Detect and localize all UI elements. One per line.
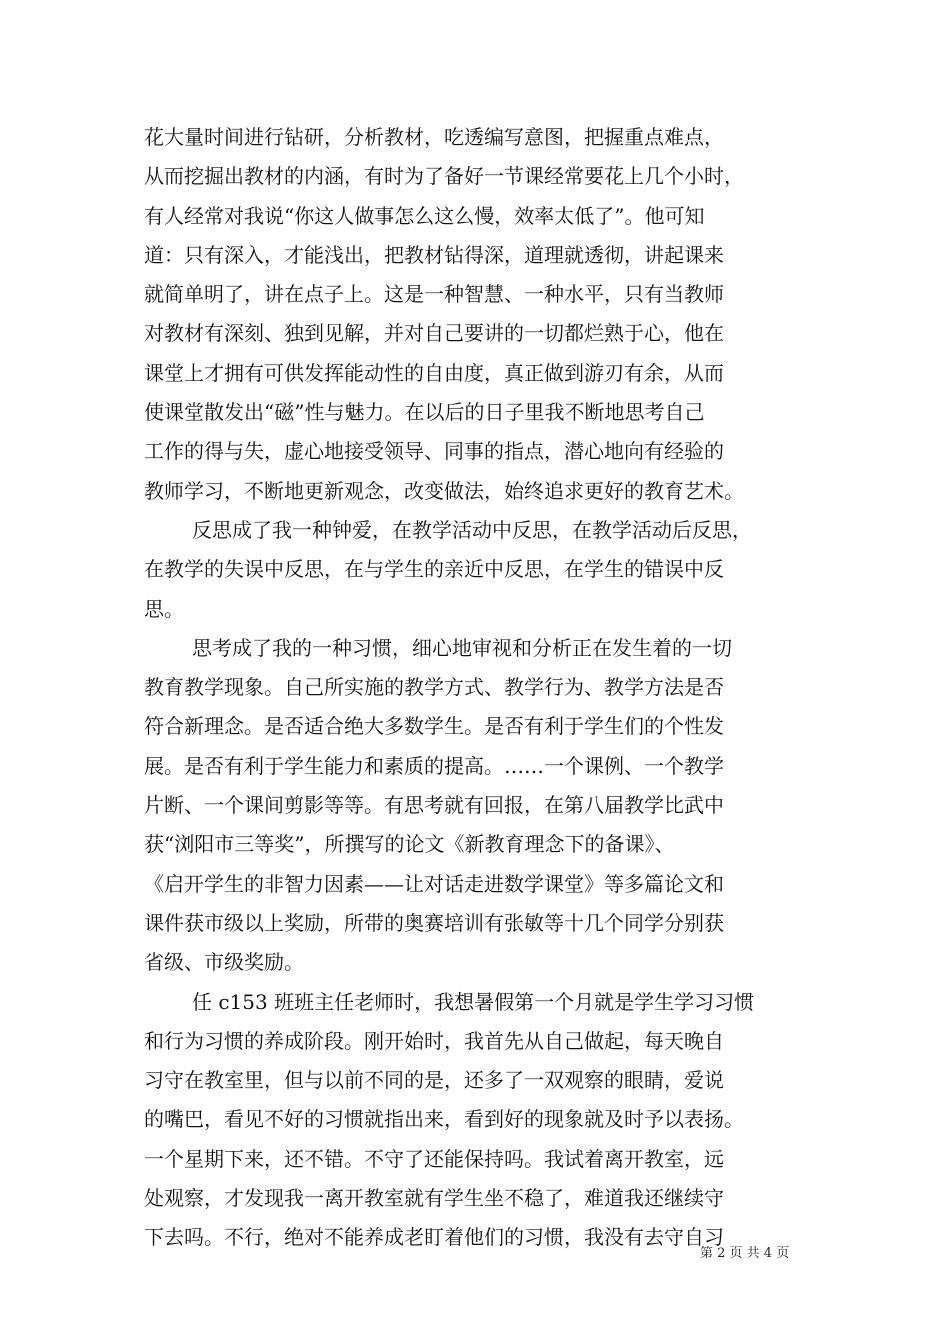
text-line: 教育教学现象。自己所实施的教学方式、教学行为、教学方法是否 xyxy=(144,675,724,700)
text-line: 展。是否有利于学生能力和素质的提高。……一个课例、一个教学 xyxy=(144,753,724,778)
text-line: 习守在教室里，但与以前不同的是，还多了一双观察的眼睛，爱说 xyxy=(144,1068,724,1093)
paragraph-first-line: 任 c153 班班主任老师时，我想暑假第一个月就是学生学习习惯 xyxy=(192,989,755,1014)
text-line: 课堂上才拥有可供发挥能动性的自由度，真正做到游刃有余，从而 xyxy=(144,360,724,385)
text-line: 的嘴巴，看见不好的习惯就指出来，看到好的现象就及时予以表扬。 xyxy=(144,1107,744,1132)
text-line: 有人经常对我说“你这人做事怎么这么慢，效率太低了”。他可知 xyxy=(144,203,705,228)
text-line: 思。 xyxy=(144,596,184,621)
paragraph-first-line: 反思成了我一种钟爱，在教学活动中反思，在教学活动后反思， xyxy=(192,517,752,542)
text-line: 下去吗。不行，绝对不能养成老盯着他们的习惯，我没有去守自习 xyxy=(144,1225,724,1250)
text-line: 省级、市级奖励。 xyxy=(144,950,304,975)
text-line: 课件获市级以上奖励，所带的奥赛培训有张敏等十几个同学分别获 xyxy=(144,910,724,935)
page-number: 第 2 页 共 4 页 xyxy=(700,1246,790,1261)
text-line: 符合新理念。是否适合绝大多数学生。是否有利于学生们的个性发 xyxy=(144,714,724,739)
text-line: 就简单明了，讲在点子上。这是一种智慧、一种水平，只有当教师 xyxy=(144,282,724,307)
text-line: 教师学习，不断地更新观念，改变做法，始终追求更好的教育艺术。 xyxy=(144,478,744,503)
text-line: 和行为习惯的养成阶段。刚开始时，我首先从自己做起，每天晚自 xyxy=(144,1028,724,1053)
text-line: 《启开学生的非智力因素——让对话走进数学课堂》等多篇论文和 xyxy=(144,871,724,896)
text-line: 道：只有深入，才能浅出，把教材钻得深，道理就透彻，讲起课来 xyxy=(144,242,724,267)
text-line: 花大量时间进行钻研，分析教材，吃透编写意图，把握重点难点， xyxy=(144,125,724,149)
paragraph-first-line: 思考成了我的一种习惯，细心地审视和分析正在发生着的一切 xyxy=(192,635,732,660)
text-line: 片断、一个课间剪影等等。有思考就有回报，在第八届教学比武中 xyxy=(144,793,724,818)
text-line: 处观察，才发现我一离开教室就有学生坐不稳了，难道我还继续守 xyxy=(144,1186,724,1211)
text-line: 一个星期下来，还不错。不守了还能保持吗。我试着离开教室，远 xyxy=(144,1146,724,1171)
text-line: 获“浏阳市三等奖”，所撰写的论文《新教育理念下的备课》、 xyxy=(144,832,675,857)
body-text xyxy=(144,118,824,1258)
text-line: 对教材有深刻、独到见解，并对自己要讲的一切都烂熟于心，他在 xyxy=(144,321,724,346)
text-line: 从而挖掘出教材的内涵，有时为了备好一节课经常要花上几个小时， xyxy=(144,164,744,189)
text-line: 工作的得与失，虚心地接受领导、同事的指点，潜心地向有经验的 xyxy=(144,439,724,464)
text-line: 在教学的失误中反思，在与学生的亲近中反思，在学生的错误中反 xyxy=(144,557,724,582)
text-line: 使课堂散发出“磁”性与魅力。在以后的日子里我不断地思考自己 xyxy=(144,400,705,425)
